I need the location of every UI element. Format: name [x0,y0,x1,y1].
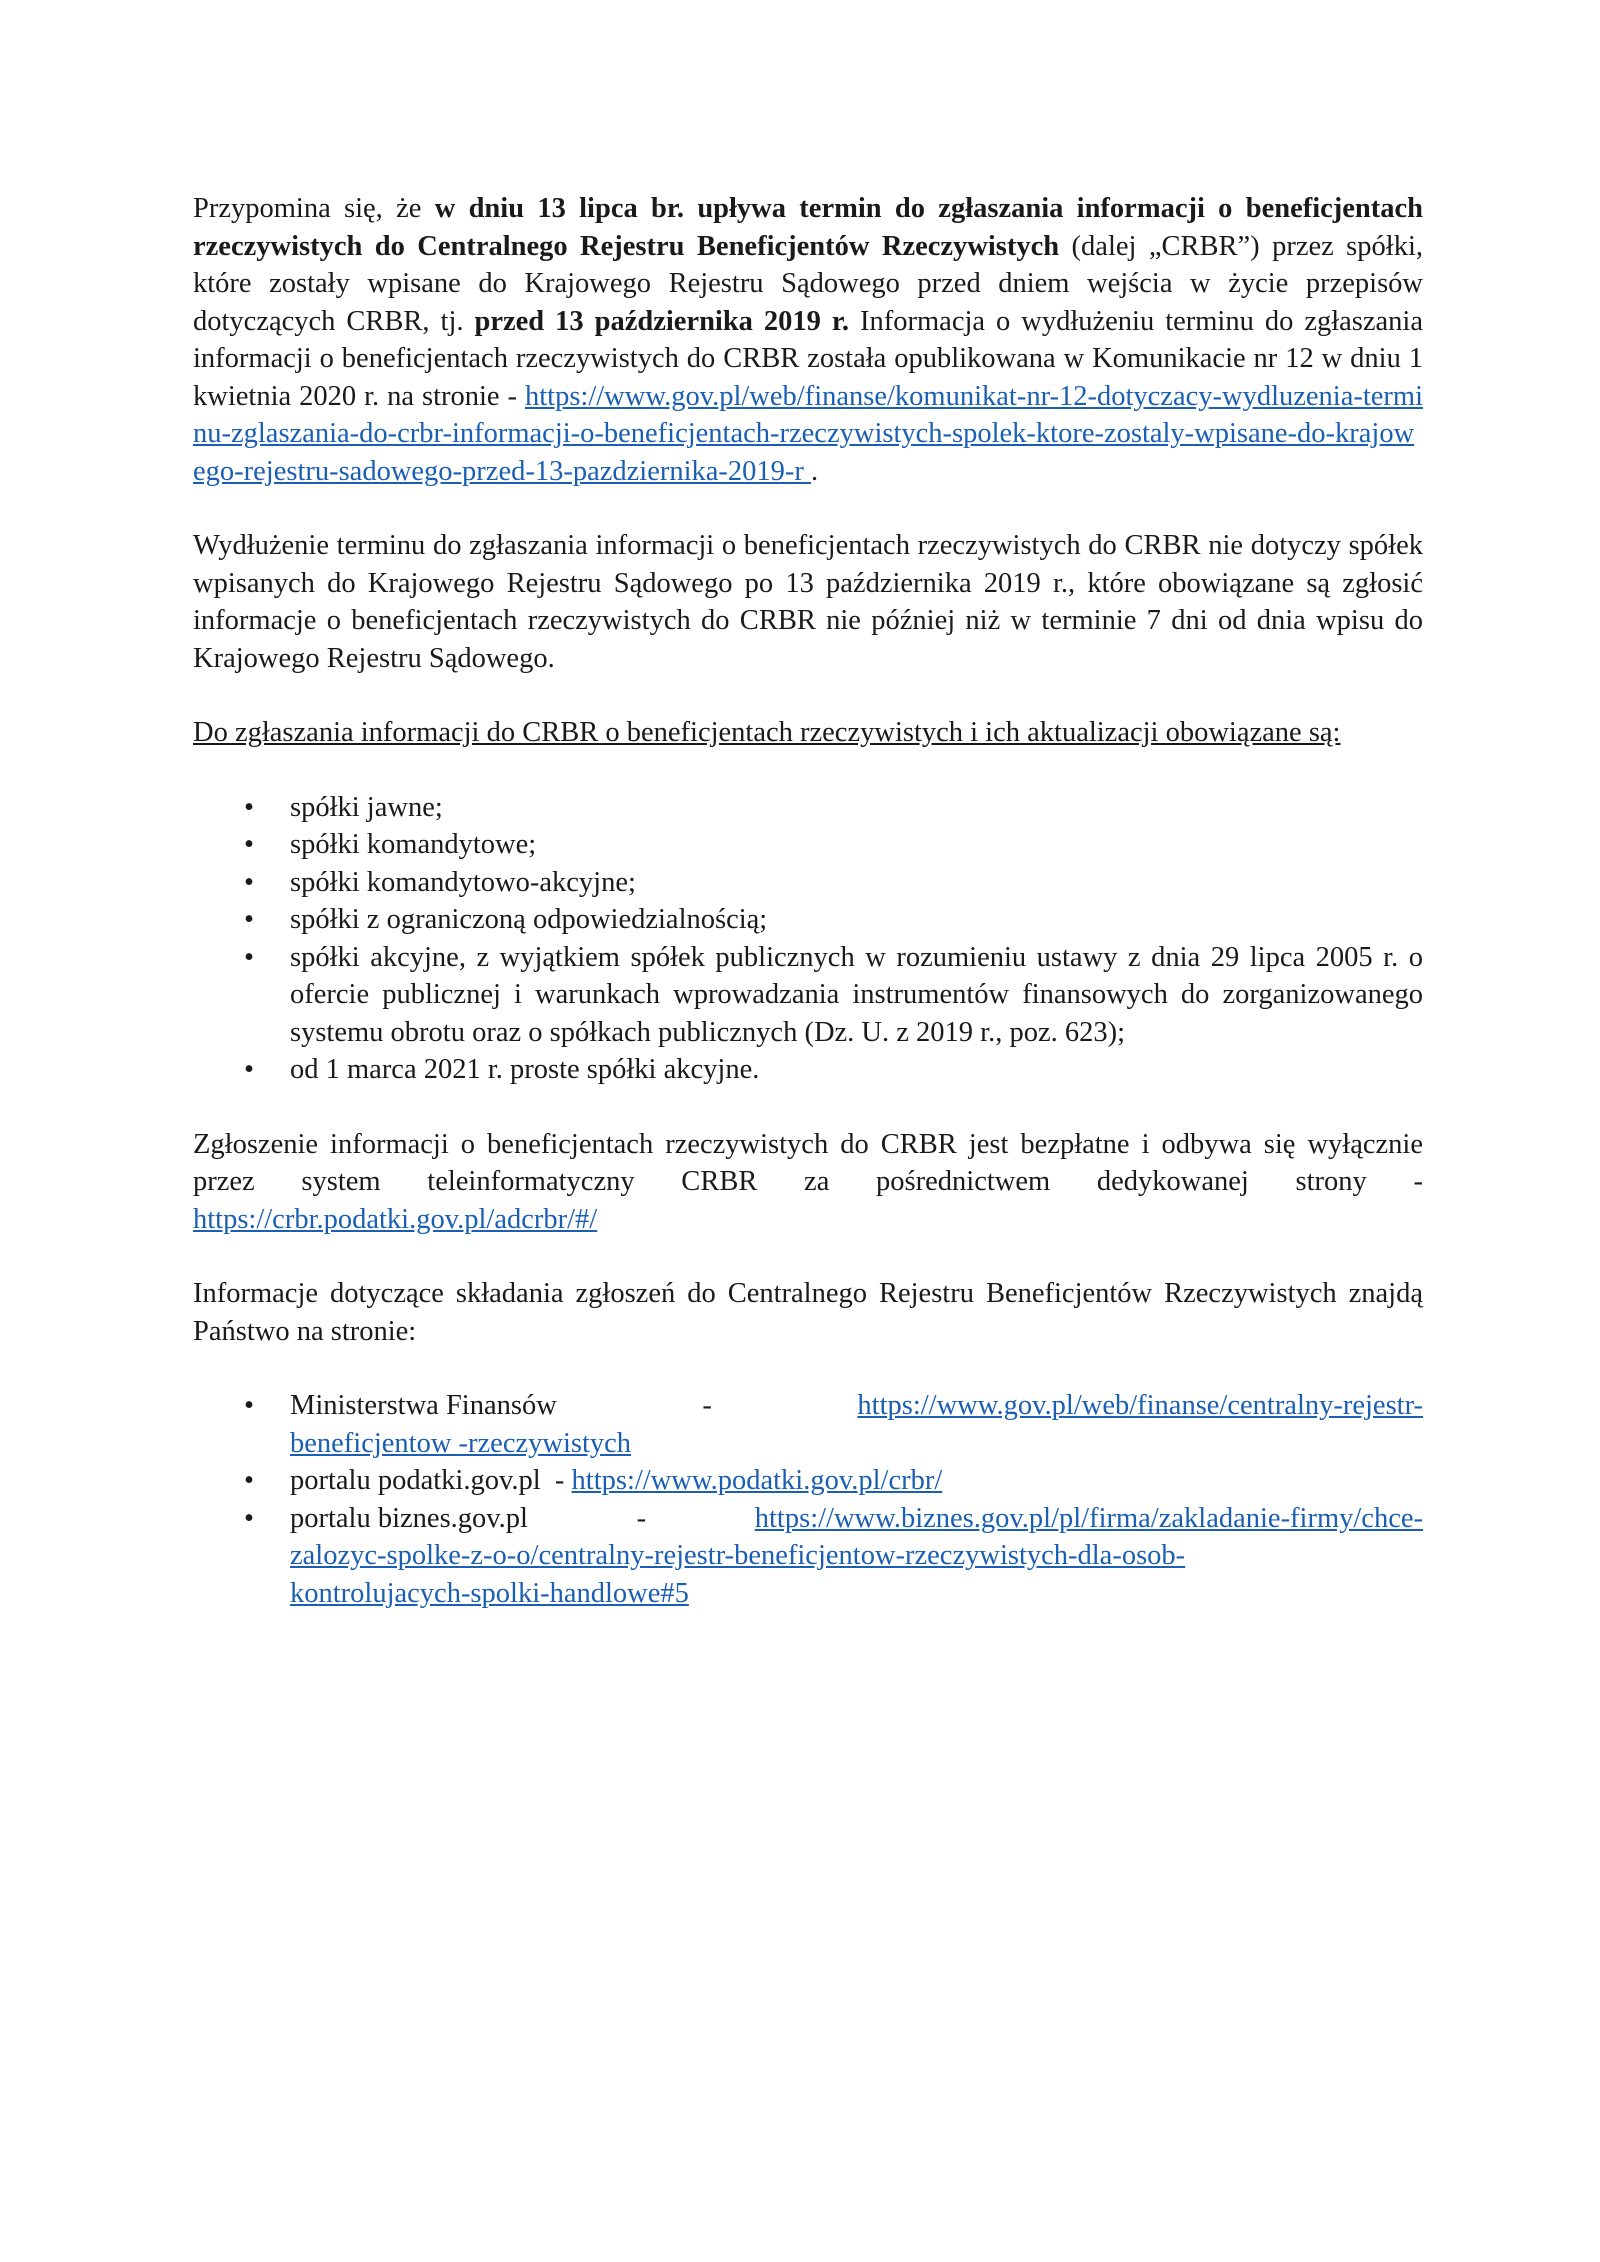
list-item: • spółki komandytowe; [193,826,1423,864]
list-item: • od 1 marca 2021 r. proste spółki akcyjne. [193,1051,1423,1089]
announcement-link[interactable]: https://www.gov.pl/web/finanse/komunikat-nr-12-dotyczacy-wydluzenia-terminu-zglaszania-do-crbr-informacji-o-beneficjentach-rzeczywistych-spolek-ktore-zostaly-wpisane-do-krajowego-rejestru-sadowego-przed-13-pazdziernika-2019-r [193,380,1423,487]
reminder-announcement: Informacja o wydłużeniu terminu do zgłaszania informacji o beneficjentach rzeczywistych do CRBR została opublikowana w Komunikacie nr 12 w dniu 1 kwietnia 2020 r. na stronie - [193,305,1423,412]
document-page [193,190,1423,1612]
paragraph-extension-exclusion: Wydłużenie terminu do zgłaszania informacji o beneficjentach rzeczywistych do CRBR nie dotyczy spółek wpisanych do Krajowego Rejestru Sądowego po 13 października 2019 r., które obowiązane są zgłosić informacje o beneficjentach rzeczywistych do CRBR nie później niż w terminie 7 dni od dnia wpisu do Krajowego Rejestru Sądowego. [193,530,1423,674]
ministry-link-line2[interactable]: beneficjentow -rzeczywistych [290,1427,632,1459]
obligated-entities-list [193,789,1423,1089]
ministry-separator: - [702,1390,712,1421]
reminder-intro: Przypomina się, że [193,193,435,224]
biznes-separator: - [636,1502,647,1534]
ministry-link-line1[interactable]: https://www.gov.pl/web/finanse/centralny-rejestr- [857,1390,1423,1421]
list-item: • spółki akcyjne, z wyjątkiem spółek publicznych w rozumieniu ustawy z dnia 29 lipca 2005 r. o ofercie publicznej i warunkach wprowadzania instrumentów finansowych do zorganizowanego systemu obrotu oraz o spółkach publicznych (Dz. U. z 2019 r., poz. 623); [193,939,1423,1052]
info-sources-list [193,1387,1423,1612]
ministry-row [290,1387,1423,1425]
list-item-biznes [193,1500,1423,1613]
ministry-label: • Ministerstwa Finansów [290,1390,557,1421]
biznes-label: • portalu biznes.gov.pl [290,1502,528,1534]
reminder-date-bold: przed 13 października 2019 r. [474,305,850,337]
paragraph-info-sources: Informacje dotyczące składania zgłoszeń do Centralnego Rejestru Beneficjentów Rzeczywistych znajdą Państwo na stronie: [193,1278,1423,1347]
biznes-link-line3[interactable]: kontrolujacych-spolki-handlowe#5 [290,1577,689,1609]
list-item: • spółki z ograniczoną odpowiedzialnością; [193,901,1423,939]
submission-text: Zgłoszenie informacji o beneficjentach rzeczywistych do CRBR jest bezpłatne i odbywa się wyłącznie przez system teleinformatyczny CRBR za pośrednictwem dedykowanej strony - [193,1128,1423,1197]
obligated-entities-heading-text: Do zgłaszania informacji do CRBR o beneficjentach rzeczywistych i ich aktualizacji obowiązane są: [193,717,1341,748]
list-item-podatki [193,1462,1423,1500]
podatki-link[interactable]: https://www.podatki.gov.pl/crbr/ [571,1465,943,1496]
list-item-ministry [193,1387,1423,1462]
obligated-entities-heading [193,714,1423,752]
podatki-label: portalu podatki.gov.pl [290,1465,541,1496]
reminder-scope: (dalej „CRBR”) przez spółki, które zostały wpisane do Krajowego Rejestru Sądowego przed dniem wejścia w życie przepisów dotyczących CRBR, tj. [193,230,1423,337]
list-item: • spółki komandytowo-akcyjne; [193,864,1423,902]
reminder-end: . [811,455,819,487]
crbr-portal-link[interactable]: https://crbr.podatki.gov.pl/adcrbr/#/ [193,1203,598,1235]
reminder-deadline-bold: w dniu 13 lipca br. upływa termin do zgłaszania informacji o beneficjentach rzeczywistych do Centralnego Rejestru Beneficjentów Rzeczywistych [193,193,1424,262]
biznes-link-line1[interactable]: https://www.biznes.gov.pl/pl/firma/zakladanie-firmy/chce- [754,1502,1423,1534]
paragraph-reminder [193,190,1423,490]
biznes-link-line2[interactable]: zalozyc-spolke-z-o-o/centralny-rejestr-beneficjentow-rzeczywistych-dla-osob- [290,1540,1186,1571]
podatki-separator: - [554,1465,565,1496]
biznes-row [290,1500,1423,1538]
paragraph-submission [193,1126,1423,1239]
list-item: • spółki jawne; [193,789,1423,827]
